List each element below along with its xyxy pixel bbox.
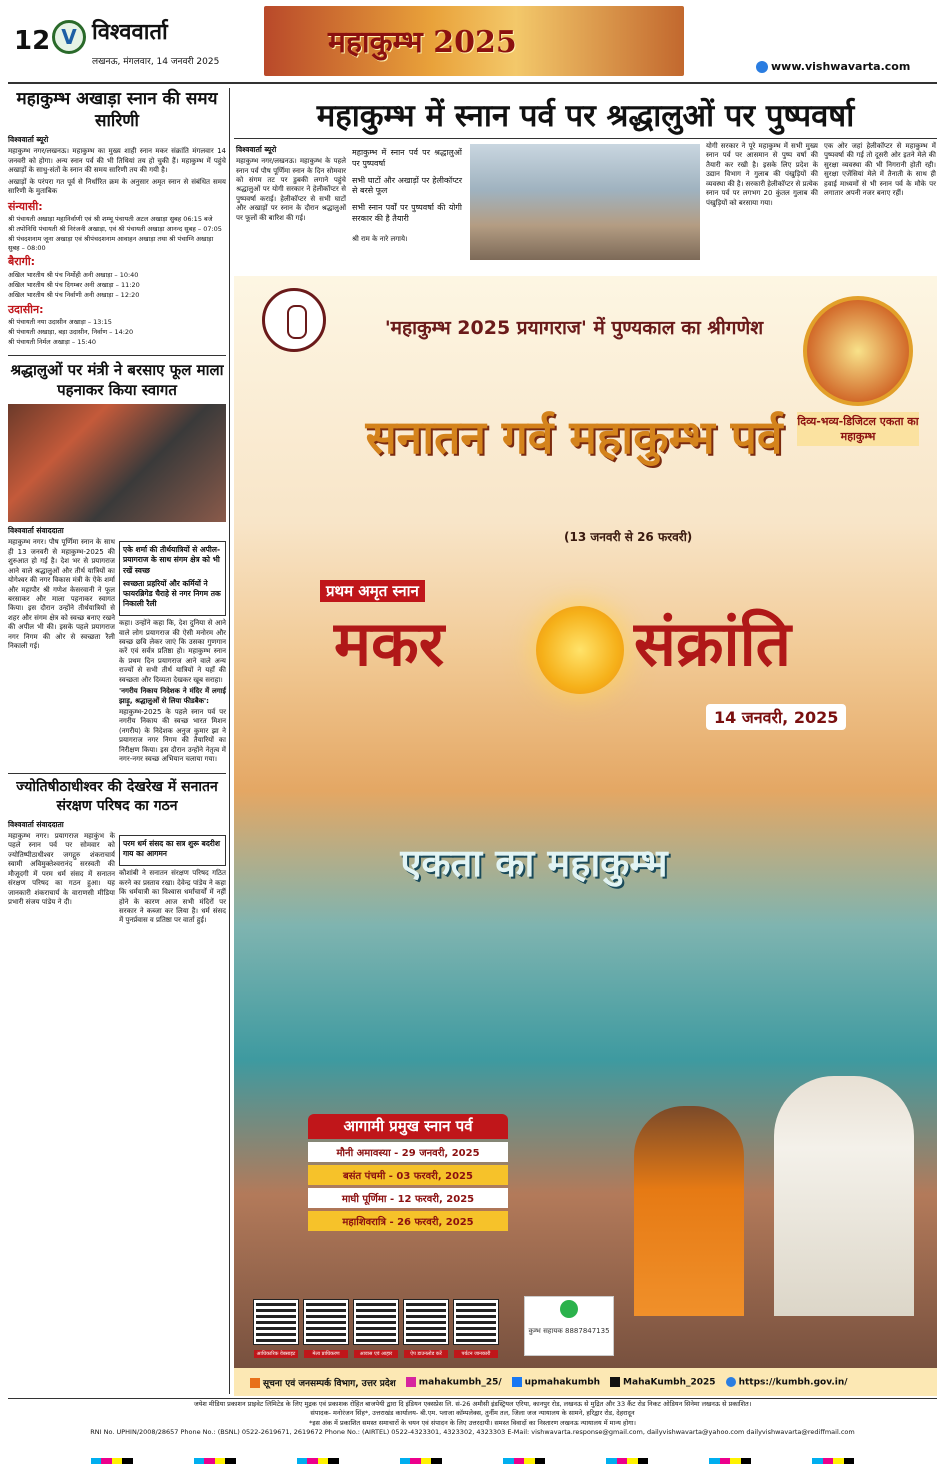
festival-name-left: मकर [334, 607, 445, 680]
instagram-icon [406, 1377, 416, 1387]
column-divider [229, 88, 230, 1394]
imprint-line: संपादक- मनोरंजन सिंह*, उत्तराखंड कार्यालय- बी.एम. प्लाजा कॉम्पलेक्स, तुर्नीम तल, जिला जज न्यायालय के सामने, हरिद्वार रोड, देहरादून [310, 1409, 635, 1418]
color-swatch [606, 1458, 648, 1464]
print-color-bar [0, 1458, 945, 1466]
imprint-rule [8, 1398, 937, 1399]
top-col1-text: महाकुम्भ नगर/लखनऊ। महाकुम्भ के पहले स्नान पर्व पौष पूर्णिमा स्नान के दिन सोमवार को संगम तट पर डुबकी लगाने पहुंचे श्रद्धालुओं पर योगी सरकार ने हेलीकॉप्टर से पुष्पवर्षा कराई। हेलीकॉप्टर से सभी घाटों और अखाड़ों पर स्नान के दौरान श्रद्धालुओं पर फूलों की बारिश की गई। [236, 157, 346, 222]
sect-row: श्री पंचायती अखाड़ा महानिर्वाणी एवं श्री शम्भू पंचायती अटल अखाड़ा सुबह 06:15 बजे [8, 215, 213, 224]
whatsapp-icon[interactable] [560, 1300, 578, 1318]
story3-headline: ज्योतिषीठाधीश्वर की देखरेख में सनातन संरक्षण परिषद का गठन [8, 773, 226, 817]
top-bullet: सभी घाटों और अखाड़ों पर हेलीकॉप्टर से बरसे फूल [352, 175, 462, 196]
qr-label: आधिकारिक वेबसाइट [254, 1350, 298, 1358]
qr-label: मेला प्राधिकरण [304, 1350, 348, 1358]
instagram-link[interactable] [406, 1377, 502, 1388]
banner-title: महाकुम्भ 2025 [328, 25, 517, 60]
sect-row: श्री पंचदशनाम जूना अखाड़ा एवं श्रीपंचदशनाम आवाहन अखाड़ा तथा श्री पंचाग्नि अखाड़ा सुबह – 08:00 [8, 234, 214, 252]
ad-title-1: 'महाकुम्भ 2025 प्रयागराज' में पुण्यकाल का श्रीगणेश [384, 317, 764, 339]
story2-col1: महाकुम्भ नगर। पौष पूर्णिमा स्नान के साथ ही 13 जनवरी से महाकुम्भ-2025 की शुरुआत हो गई है। देश भर से प्रयागराज आने वाले श्रद्धालुओं और तीर्थ यात्रियों का योगेश्वर की नगर विकास मंत्री के ऐके शर्मा और महापौर श्री गणेश केसरवानी ने फूल बरसाकर और माला पहनाकर स्वागत किया। इस दौरान उन्होंने तीर्थयात्रियों से शहर और संगम क्षेत्र को स्वच्छ बनाए रखने की अपील भी की। इसके पहले प्रयागराज नगर निगम की ओर से स्वच्छता रैली निकाली गई। [8, 538, 115, 651]
qr-labels [254, 1350, 498, 1358]
story3-box [119, 835, 226, 866]
schedule-item: बसंत पंचमी - 03 फरवरी, 2025 [308, 1165, 508, 1185]
top-col4-text: एक ओर जहां हेलीकॉप्टर से महाकुम्भ में पुष्पवर्षा की गई तो दूसरी ओर इतने मेले की सुरक्षा व्यवस्था की भी निगरानी होती रही। सुरक्षा एजेंसियां मेले में तैनाती के साथ ही हवाई माध्यमों से भी स्नान पर्व के मौके पर लगातार अपनी नजर बनाए रहीं। [824, 142, 936, 198]
sun-icon [536, 606, 624, 694]
ad-footer [234, 1368, 937, 1396]
facebook-link[interactable] [512, 1377, 600, 1388]
story2-columns [8, 538, 226, 766]
x-icon [610, 1377, 620, 1387]
x-link[interactable] [610, 1377, 716, 1388]
sect-bairagi-title: बैरागी: [8, 255, 36, 269]
box-item: स्वच्छता प्रहरियों और कर्मियों ने फायरब्रिगेड चैराहे से नगर निगम तक निकाली रैली [123, 578, 221, 608]
sect-row: श्री तपोनिधि पंचायती श्री निरंजनी अखाड़ा, एवं श्री पंचायती अखाड़ा आनन्द सुबह – 07:05 [8, 225, 222, 234]
story1-para-1: महाकुम्भ नगर/लखनऊ। महाकुम्भ का मुख्य शाही स्नान मकर संक्रांति मंगलवार 14 जनवरी को होगा। अन्य स्नान पर्व की भी तिथियां तय हो चुकी हैं। महाकुम्भ में पहुंचे अखाड़ों के साधु-संतों के स्नान की समय सारिणी तय की गयी है। [8, 147, 226, 175]
color-swatch [91, 1458, 133, 1464]
top-story-bullets [352, 142, 462, 244]
masthead-divider [8, 82, 937, 84]
minister-photo [8, 404, 226, 522]
masthead [8, 6, 937, 80]
instagram-handle: mahakumbh_25/ [418, 1377, 502, 1388]
qr-code-icon[interactable] [304, 1300, 348, 1344]
facebook-icon [512, 1377, 522, 1387]
facebook-handle: upmahakumbh [524, 1377, 601, 1388]
schedule-title: आगामी प्रमुख स्नान पर्व [308, 1114, 508, 1139]
story2-col3: महाकुम्भ-2025 के पहले स्नान पर्व पर नगरीय निकाय की स्वच्छ भारत मिशन (नगरीय) के निदेशक अनुज कुमार झा ने प्रयागराज नगर निगम की तैयारियों का निरीक्षण किया। इस दौरान उन्होंने नेतृत्व में नगर-नगर स्वच्छ अभियान चलाया गया। [119, 708, 226, 764]
story2-col2: कहा। उन्होंने कहा कि, देश दुनिया से आने वाले लोग प्रयागराज की ऐसी मनोरम और स्वच्छ छवि लेकर जाएं कि उसका गुणगान करें एवं सर्वत्र प्रतिष्ठा हो। महाकुम्भ स्नान के प्रथम दिन प्रयागराज आने वाले अन्य राज्यों से सभी तीर्थ यात्रियों ने यहाँ की स्वच्छता और दिव्यता देखकर खूब सराहा। [119, 619, 226, 684]
qr-label: आवास एवं आहार [354, 1350, 398, 1358]
badge-caption: दिव्य-भव्य-डिजिटल एकता का महाकुम्भ [797, 412, 919, 446]
festival-date: 14 जनवरी, 2025 [706, 704, 846, 730]
ad-label: प्रथम अमृत स्नान [320, 580, 425, 602]
box-item: परम धर्म संसद का सत्र शुरू बदरीश गाय का आगमन [123, 838, 220, 859]
top-story-col3 [706, 142, 818, 208]
dept-item [250, 1376, 396, 1389]
top-story-col1 [236, 142, 346, 223]
globe-icon [726, 1377, 736, 1387]
qr-code-icon[interactable] [354, 1300, 398, 1344]
website-link[interactable] [756, 60, 910, 73]
imprint-line: जयेश मीडिया प्रकाशन प्राइवेट लिमिटेड के लिए मुद्रक एवं प्रकाशक रोहित बाजपेयी द्वारा दि इंडियन एक्सप्रेस लि. सं-26 अमौसी इंडस्ट्रियल एरिया, कानपुर रोड, लखनऊ से मुद्रित और 33 कैंट रोड निकट ओडियन सिनेमा लखनऊ से प्रकाशित। [193, 1400, 752, 1408]
top-col3-text: योगी सरकार ने पूरे महाकुम्भ में सभी मुख्य स्नान पर्व पर आसमान से पुष्प वर्षा की तैयारी कर रखी है। इसके लिए प्रदेश के उद्यान विभाग ने गुलाब की पंखुड़ियों की व्यवस्था की है। सरकारी हेलीकॉप्टर से प्रत्येक स्नान पर्व पर लगभग 20 कुंतल गुलाब की पंखुड़ियों को बरसाया गया। [706, 142, 818, 207]
main-headline: महाकुम्भ में स्नान पर्व पर श्रद्धालुओं पर पुष्पवर्षा [316, 98, 855, 134]
story1-headline: महाकुम्भ अखाड़ा स्नान की समय सारिणी [16, 89, 218, 132]
story3-col2: कौशांबी ने सनातन संरक्षण परिषद गठित करने का प्रस्ताव रखा। देवेन्द्र पांडेय ने कहा कि धर्मयात्री का विश्वास धर्मांचार्यों में नहीं होने के कारण आज सभी मंदिरों पर सरकार ने कब्जा कर लिया है। धर्म संसद में पुनर्प्रवास व प्रतिष्ठा पर वार्ता हुई। [119, 869, 226, 925]
imprint-line: RNI No. UPHIN/2008/28657 Phone No.: (BSNL) 0522-2619671, 2619672 Phone No.: (AIRTEL) 0522-4323301, 4323302, 4323303 E-Mail: vishwavarta.response@gmail.com, dailyvishwavarta@yahoo.com dailyvishwavarta@rediffmail.com [90, 1428, 855, 1437]
story3-col1: महाकुम्भ नगर। प्रयागराज महाकुंभ के पहले स्नान पर्व पर सोमवार को ज्योतिष्पीठाधीश्वर जगद्गुरु शंकराचार्य स्वामी अविमुक्तेश्वरानंद सरस्वती की मौजूदगी में परम धर्म संसद में सनातन संरक्षण परिषद का गठन हुआ। यह जानकारी शंकराचार्य के वाराणसी मीडिया प्रभारी संजय पांडेय ने दी। [8, 831, 115, 906]
top-story-col4 [824, 142, 936, 199]
qr-code-icon[interactable] [404, 1300, 448, 1344]
sect-udasin-title: उदासीन: [8, 302, 44, 316]
schedule-item: महाशिवरात्रि - 26 फरवरी, 2025 [308, 1211, 508, 1231]
mahakumbh-advertisement [234, 276, 937, 1396]
brand-name: विश्ववार्ता [92, 20, 168, 45]
color-swatch [194, 1458, 236, 1464]
ad-slogan: एकता का महाकुम्भ [400, 841, 668, 885]
helpline-box: कुम्भ सहायक 8887847135 [524, 1296, 614, 1356]
top-byline: विश्ववार्ता ब्यूरो [236, 145, 277, 154]
schedule-item: मौनी अमावस्या - 29 जनवरी, 2025 [308, 1142, 508, 1162]
qr-label: पर्यटन जानकारी [454, 1350, 498, 1358]
sect-row: अखिल भारतीय श्री पंच निर्मोही अनी अखाड़ा – 10:40 [8, 271, 139, 280]
imprint [8, 1400, 937, 1438]
qr-codes [254, 1300, 498, 1344]
festival-name-right: संक्रांति [634, 607, 791, 680]
story2-box [119, 541, 226, 616]
qr-code-icon[interactable] [454, 1300, 498, 1344]
imprint-line: *इस अंक में प्रकाशित समस्त समाचारों के चयन एवं संपादन के लिए उत्तरदायी। समस्त विवादों का निस्तारण लखनऊ न्यायालय में मान्य होगा। [309, 1418, 636, 1427]
color-swatch [812, 1458, 854, 1464]
sect-row: श्री पंचायती अखाड़ा, बड़ा उदासीन, निर्वाण – 14:20 [8, 328, 134, 337]
aerial-photo [470, 144, 700, 260]
story2-headline: श्रद्धालुओं पर मंत्री ने बरसाए फूल माला पहनाकर किया स्वागत [8, 355, 226, 401]
ad-title-2: सनातन गर्व महाकुम्भ पर्व [365, 410, 783, 464]
story2-byline: विश्ववार्ता संवाददाता [8, 526, 64, 536]
headline-rule [234, 138, 937, 139]
top-bullet: सभी स्नान पर्वों पर पुष्पवर्षा की योगी सरकार की है तैयारी [352, 203, 462, 223]
sect-sanyasi-title: संन्यासी: [8, 199, 43, 213]
box-item: एके शर्मा की तीर्थयात्रियों से अपील- प्रयागराज के साथ संगम क्षेत्र को भी रखें स्वच्छ [123, 545, 221, 575]
color-swatch [503, 1458, 545, 1464]
web-link[interactable] [726, 1377, 848, 1388]
sect-row: श्री पंचायती नया उदासीन अखाड़ा – 13:15 [8, 318, 112, 327]
story1-byline: विश्ववार्ता ब्यूरो [8, 135, 49, 145]
top-bullet: महाकुम्भ में स्नान पर्व पर श्रद्धालुओं पर पुष्पवर्षा [352, 148, 462, 168]
color-swatch [709, 1458, 751, 1464]
left-column [8, 88, 226, 928]
story1-para-2: अखाड़ों के परंपरा गत पूर्व से निर्धारित क्रम के अनुसार अमृत स्नान से संबंधित समय सारिणी के मुताबिक [8, 177, 226, 196]
qr-code-icon[interactable] [254, 1300, 298, 1344]
story3-columns [8, 832, 226, 928]
brand-logo-icon: V [52, 20, 86, 54]
top-caption: श्री राम के नारे लगाये। [352, 234, 408, 243]
dept-logo-icon [250, 1378, 260, 1388]
sect-row: अखिल भारतीय श्री पंच निर्वाणी अनी अखाड़ा – 12:20 [8, 290, 140, 299]
sect-row: अखिल भारतीय श्री पंच दिगम्बर अनी अखाड़ा – 11:20 [8, 281, 140, 290]
ad-dates: (13 जनवरी से 26 फरवरी) [564, 530, 693, 544]
color-swatch [400, 1458, 442, 1464]
color-swatch [297, 1458, 339, 1464]
page-number: 12 [14, 26, 51, 56]
x-handle: MahaKumbh_2025 [623, 1377, 716, 1388]
qr-label: ऐप डाउनलोड करें [404, 1350, 448, 1358]
bathing-schedule [308, 1114, 508, 1231]
web-url: https://kumbh.gov.in/ [738, 1377, 848, 1388]
dateline: लखनऊ, मंगलवार, 14 जनवरी 2025 [92, 57, 220, 67]
mahakumbh-badge-icon [803, 296, 913, 406]
website-text: www.vishwavarta.com [771, 60, 911, 73]
person-left [634, 1106, 744, 1316]
dept-text: सूचना एवं जनसम्पर्क विभाग, उत्तर प्रदेश [263, 1378, 396, 1389]
sect-row: श्री पंचायती निर्मल अखाड़ा – 15:40 [8, 337, 96, 346]
leaders-photo [604, 1066, 924, 1316]
schedule-item: माघी पूर्णिमा - 12 फरवरी, 2025 [308, 1188, 508, 1208]
story2-subhead: 'नगरीय निकाय निदेशक ने मंदिर में लगाई झाड़ू, श्रद्धालुओं से लिया फीडबैक': [119, 687, 226, 705]
person-right [774, 1076, 914, 1316]
globe-icon [756, 61, 768, 73]
story3-byline: विश्ववार्ता संवाददाता [8, 819, 64, 829]
